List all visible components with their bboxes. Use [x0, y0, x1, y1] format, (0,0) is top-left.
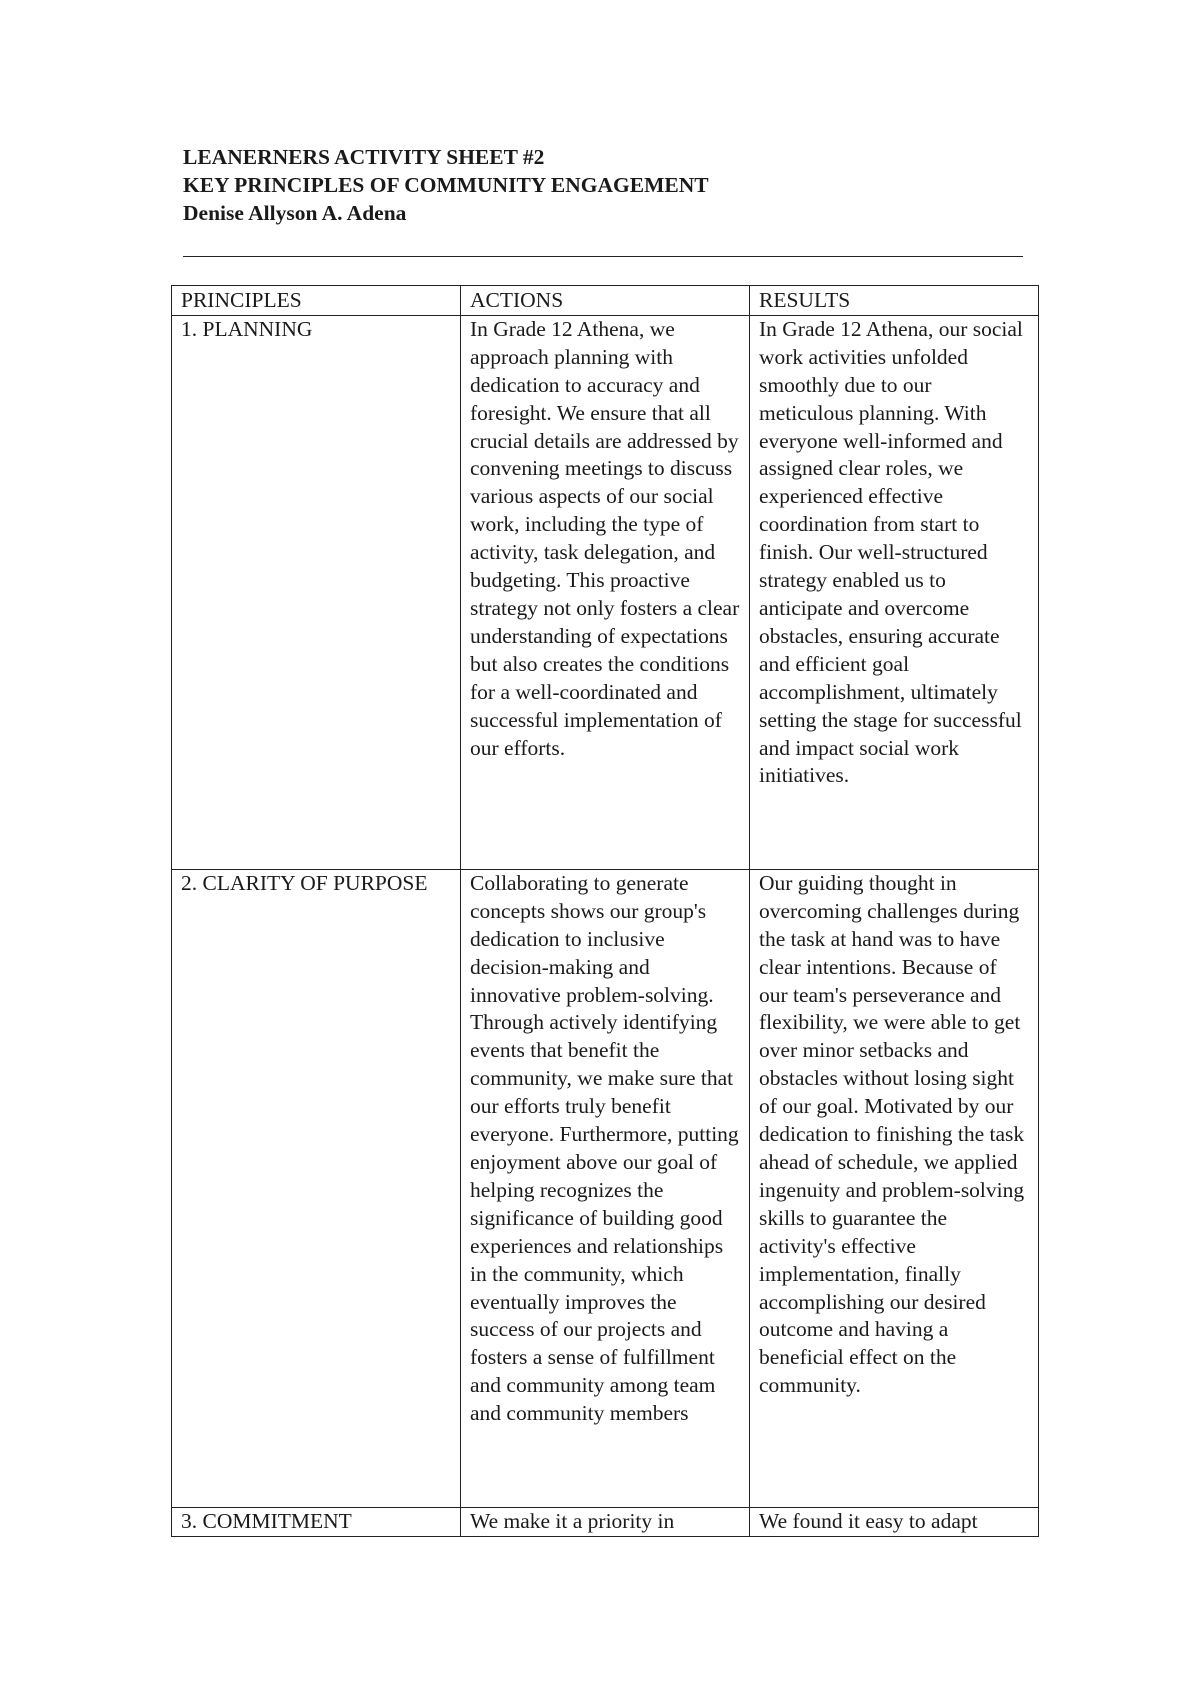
result-cell: In Grade 12 Athena, our social work activities unfolded smoothly due to our meticulous planning. With everyone well-informed and assigned clear roles, we experienced effective coordination from start to finish. Our well-structured strategy enabled us to anticipate and overcome obstacles, ensuring accurate and efficient goal accomplishment, ultimately setting the stage for successful and impact social work initiatives. [750, 315, 1039, 869]
sheet-subtitle: KEY PRINCIPLES OF COMMUNITY ENGAGEMENT [183, 173, 709, 197]
principle-text: 3. COMMITMENT [181, 1508, 352, 1533]
result-cell [750, 1507, 1039, 1536]
action-cell [461, 1507, 750, 1536]
sheet-title: LEANERNERS ACTIVITY SHEET #2 [183, 145, 545, 169]
document-heading [183, 143, 1023, 227]
result-cell: Our guiding thought in overcoming challenges during the task at hand was to have clear intentions. Because of our team's perseverance and flexibility, we were able to get over minor setbacks and obstacles without losing sight of our goal. Motivated by our dedication to finishing the task ahead of schedule, we applied ingenuity and problem-solving skills to guarantee the activity's effective implementation, finally accomplishing our desired outcome and having a beneficial effect on the community. [750, 869, 1039, 1507]
table-header-row [172, 286, 1039, 316]
principles-table [171, 285, 1039, 1537]
table-row [172, 315, 1039, 869]
header-principles: PRINCIPLES [172, 286, 461, 316]
result-text: We found it easy to adapt [759, 1508, 978, 1533]
principle-cell: 1. PLANNING [172, 315, 461, 869]
table-row [172, 869, 1039, 1507]
table-row [172, 1507, 1039, 1536]
action-cell: Collaborating to generate concepts shows our group's dedication to inclusive decision-making and innovative problem-solving. Through actively identifying events that benefit the community, we make sure that our efforts truly benefit everyone. Furthermore, putting enjoyment above our goal of helping recognizes the significance of building good experiences and relationships in the community, which eventually improves the success of our projects and fosters a sense of fulfillment and community among team and community members [461, 869, 750, 1507]
principle-cell: 2. CLARITY OF PURPOSE [172, 869, 461, 1507]
principle-cell [172, 1507, 461, 1536]
action-text: We make it a priority in [470, 1508, 675, 1533]
heading-divider [183, 256, 1023, 257]
author-name: Denise Allyson A. Adena [183, 201, 407, 225]
header-results: RESULTS [750, 286, 1039, 316]
action-cell: In Grade 12 Athena, we approach planning with dedication to accuracy and foresight. We ensure that all crucial details are addressed by convening meetings to discuss various aspects of our social work, including the type of activity, task delegation, and budgeting. This proactive strategy not only fosters a clear understanding of expectations but also creates the conditions for a well-coordinated and successful implementation of our efforts. [461, 315, 750, 869]
header-actions: ACTIONS [461, 286, 750, 316]
